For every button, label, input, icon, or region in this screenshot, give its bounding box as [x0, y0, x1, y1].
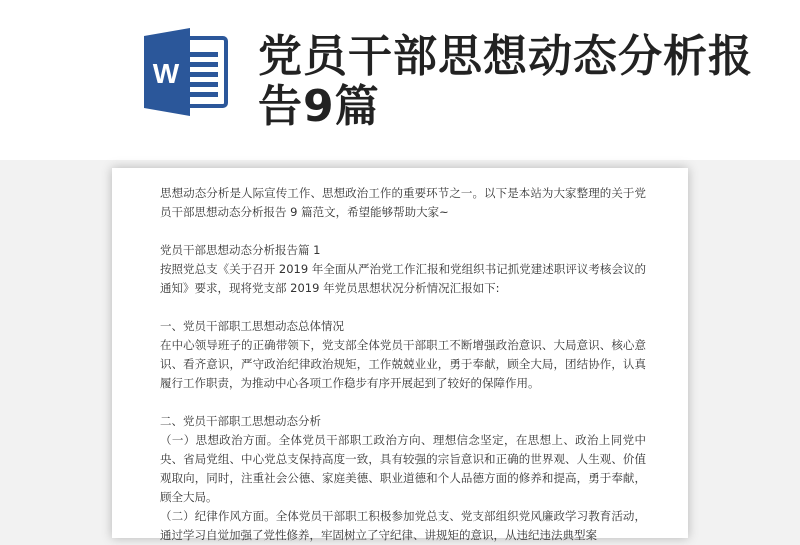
section1-heading: 一、党员干部职工思想动态总体情况	[160, 319, 344, 333]
header-banner	[0, 0, 800, 160]
section1-text: 在中心领导班子的正确带领下，党支部全体党员干部职工不断增强政治意识、大局意识、核心意识、看齐意识，严守政治纪律政治规矩，工作兢兢业业，勇于奉献，顾全大局，团结协作，认真履行工作职责，为推动中心各项工作稳步有序开展起到了较好的保障作用。	[160, 338, 646, 390]
section2-item1: （一）思想政治方面。全体党员干部职工政治方向、理想信念坚定，在思想上、政治上同党中央、省局党组、中心党总支保持高度一致，具有较强的宗旨意识和正确的世界观、人生观、价值观取向，同时，注重社会公德、家庭美德、职业道德和个人品德方面的修养和提高，勇于奉献，顾全大局。	[160, 433, 646, 504]
article-title: 党员干部思想动态分析报告篇 1	[160, 243, 321, 257]
document-preview	[112, 168, 688, 542]
section2-item2: （二）纪律作风方面。全体党员干部职工积极参加党总支、党支部组织党风廉政学习教育活动，通过学习自觉加强了党性修养，牢固树立了守纪律、讲规矩的意识，从违纪违法典型案	[160, 509, 646, 542]
paragraph-gap	[160, 222, 646, 241]
article-opening: 按照党总支《关于召开 2019 年全面从严治党工作汇报和党组织书记抓党建述职评议考核会议的通知》要求，现将党支部 2019 年党员思想状况分析情况汇报如下:	[160, 262, 646, 295]
document-body	[160, 184, 646, 545]
paragraph-gap	[160, 298, 646, 317]
word-document-icon	[140, 28, 230, 116]
section2-heading: 二、党员干部职工思想动态分析	[160, 414, 321, 428]
paragraph-gap	[160, 393, 646, 412]
page-title: 党员干部思想动态分析报告9篇	[258, 31, 753, 132]
word-logo-letter: W	[152, 58, 180, 89]
intro-paragraph: 思想动态分析是人际宣传工作、思想政治工作的重要环节之一。以下是本站为大家整理的关于党员干部思想动态分析报告 9 篇范文，希望能够帮助大家~	[160, 186, 646, 219]
